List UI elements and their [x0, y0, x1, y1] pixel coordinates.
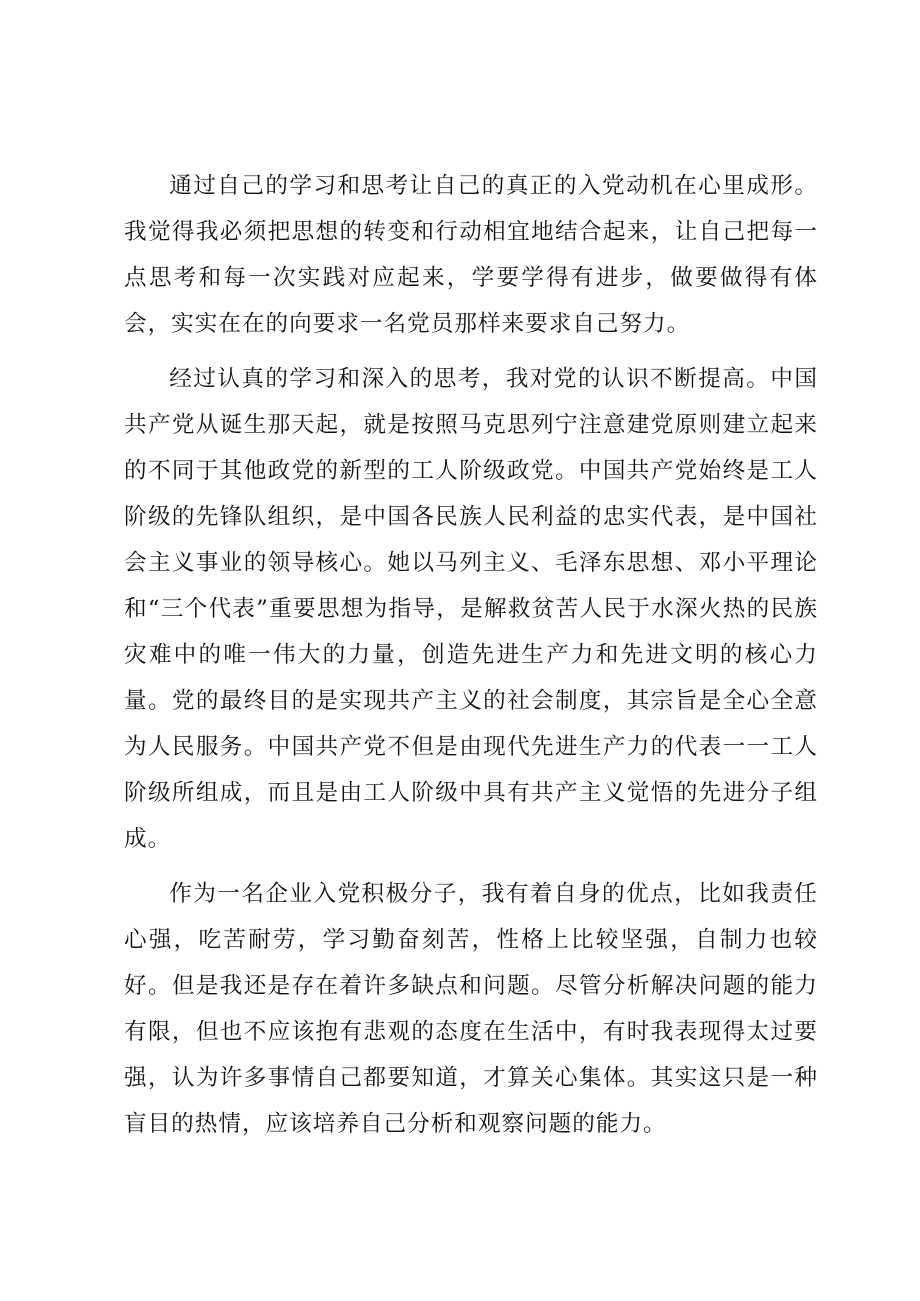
paragraph-2: 经过认真的学习和深入的思考，我对党的认识不断提高。中国共产党从诞生那天起，就是按照马克思列宁注意建党原则建立起来的不同于其他政党的新型的工人阶级政党。中国共产党始终是工人阶级的先锋队组织，是中国各民族人民利益的忠实代表，是中国社会主义事业的领导核心。她以马列主义、毛泽东思想、邓小平理论和“三个代表”重要思想为指导，是解救贫苦人民于水深火热的民族灾难中的唯一伟大的力量，创造先进生产力和先进文明的核心力量。党的最终目的是实现共产主义的社会制度，其宗旨是全心全意为人民服务。中国共产党不但是由现代先进生产力的代表一一工人阶级所组成，而且是由工人阶级中具有共产主义觉悟的先进分子组成。 [124, 366, 818, 852]
paragraph-1: 通过自己的学习和思考让自己的真正的入党动机在心里成形。我觉得我必须把思想的转变和行动相宜地结合起来，让自己把每一点思考和每一次实践对应起来，学要学得有进步，做要做得有体会，实实在在的向要求一名党员那样来要求自己努力。 [124, 173, 818, 337]
paragraph-3: 作为一名企业入党积极分子，我有着自身的优点，比如我责任心强，吃苦耐劳，学习勤奋刻苦，性格上比较坚强，自制力也较好。但是我还是存在着许多缺点和问题。尽管分析解决问题的能力有限，但也不应该抱有悲观的态度在生活中，有时我表现得太过要强，认为许多事情自己都要知道，才算关心集体。其实这只是一种盲目的热情，应该培养自己分析和观察问题的能力。 [124, 881, 818, 1137]
document-body [124, 163, 818, 1147]
